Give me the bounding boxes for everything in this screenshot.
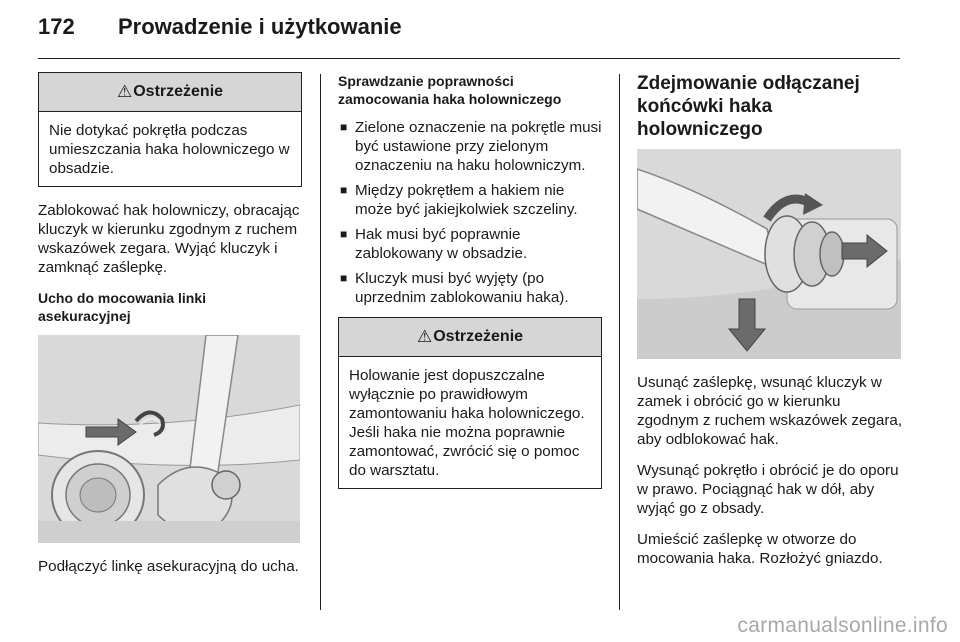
checklist [338,118,602,307]
column-divider [619,74,620,610]
warning-triangle-icon: ⚠ [116,82,133,101]
list-item: ■ Hak musi być poprawnie zablokowany w obsadzie. [340,226,528,262]
warning-text: Nie dotykać pokrętła podczas umieszczania haka holowniczego w obsadzie. [49,122,290,177]
list-item: ■ Kluczyk musi być wyjęty (po uprzednim zablokowaniu haka). [340,270,569,306]
paragraph: Wysunąć pokrętło i obrócić je do oporu w prawo. Pociągnąć hak w dół, aby wyjąć go z obsady. [637,462,899,517]
warning-text: Holowanie jest dopuszczalne wyłącznie po prawidłowym zamontowaniu haka holowniczego. Jeśli haka nie można poprawnie zamontować, zwrócić się o pomoc do warsztatu. [349,367,585,479]
warning-triangle-icon: ⚠ [416,327,433,346]
safety-eye-illustration [38,335,300,543]
tow-hook-removal-illustration [637,149,901,359]
list-item: ■ Między pokrętłem a hakiem nie może być jakiejkolwiek szczeliny. [340,182,578,218]
list-item: ■ Zielone oznaczenie na pokrętle musi być ustawione przy zielonym oznaczeniu na haku holowniczym. [340,119,602,174]
paragraph: Podłączyć linkę asekuracyjną do ucha. [38,558,299,575]
square-bullet-icon: ■ [340,227,348,241]
watermark: carmanualsonline.info [737,614,948,637]
section-subheading: Ucho do mocowania linki asekuracyjnej [38,290,207,324]
warning-box [338,317,602,489]
column-2 [338,72,602,503]
square-bullet-icon: ■ [340,271,348,285]
section-title: Zdejmowanie odłączanej końcówki haka holowniczego [637,73,860,140]
warning-heading: ⚠Ostrzeżenie [339,318,601,357]
paragraph: Umieścić zaślepkę w otworze do mocowania haka. Rozłożyć gniazdo. [637,531,883,567]
header-rule [38,58,900,59]
warning-heading: ⚠Ostrzeżenie [39,73,301,112]
column-1 [38,72,302,588]
square-bullet-icon: ■ [340,183,348,197]
page-number: 172 [38,14,75,39]
square-bullet-icon: ■ [340,120,348,134]
warning-box [38,72,302,187]
paragraph: Zablokować hak holowniczy, obracając kluczyk w kierunku zgodnym z ruchem wskazówek zegara. Wyjąć kluczyk i zamknąć zaślepkę. [38,202,300,276]
paragraph: Usunąć zaślepkę, wsunąć kluczyk w zamek i obrócić go w kierunku zgodnym z ruchem wskazówek zegara, aby odblokować hak. [637,374,903,448]
page-title: Prowadzenie i użytkowanie [118,14,402,39]
column-divider [320,74,321,610]
section-subheading: Sprawdzanie poprawności zamocowania haka holowniczego [338,73,562,107]
column-3 [637,72,903,580]
